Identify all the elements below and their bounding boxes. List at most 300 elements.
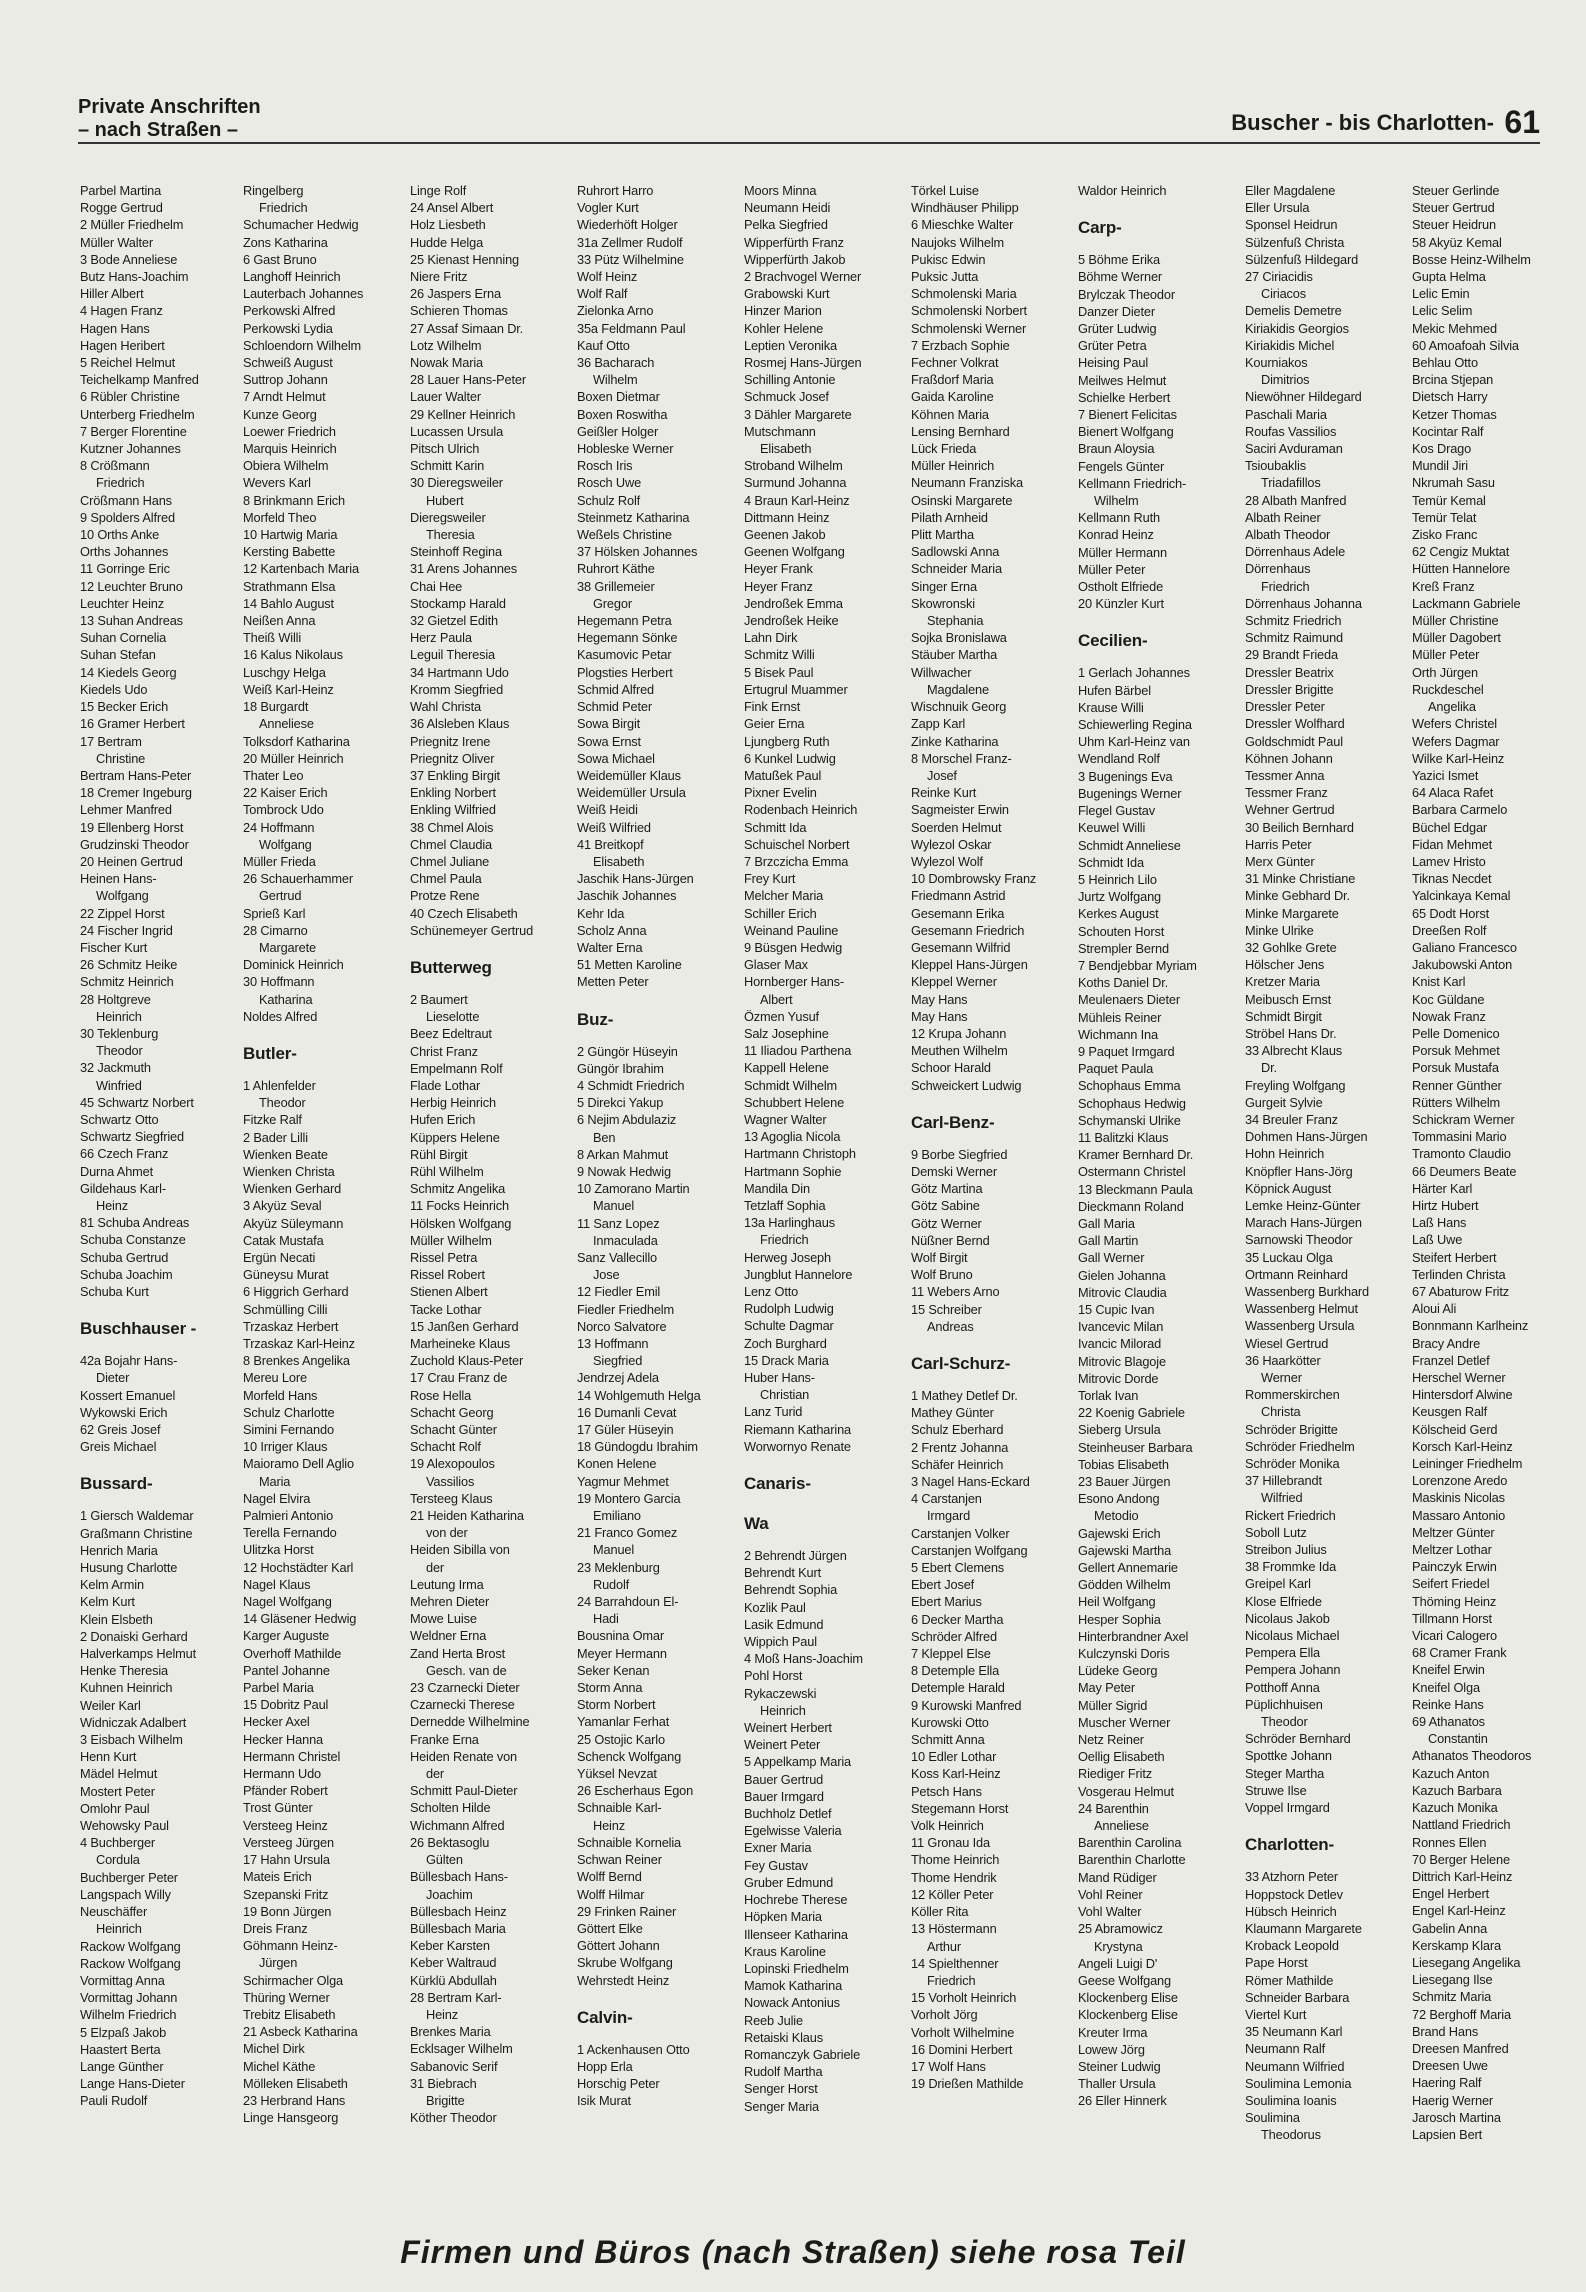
directory-entry: Yazici Ismet — [1412, 767, 1479, 783]
directory-entry: 28 Holtgreve — [80, 991, 151, 1007]
directory-entry: Schmidt Ida — [1078, 854, 1144, 870]
directory-entry: Rodenbach Heinrich — [744, 802, 858, 818]
directory-entry: Steuer Heidrun — [1412, 217, 1496, 233]
directory-entry: 32 Gohlke Grete — [1245, 939, 1337, 955]
directory-entry: Kutzner Johannes — [80, 441, 181, 457]
directory-entry: Rosch Iris — [577, 458, 633, 474]
directory-entry: Tramonto Claudio — [1412, 1146, 1511, 1162]
directory-entry: Mowe Luise — [410, 1611, 477, 1627]
directory-entry: Linge Hansgeorg — [243, 2110, 339, 2126]
directory-entry: 25 Kienast Henning — [410, 251, 519, 267]
directory-entry: Wienken Christa — [243, 1163, 335, 1179]
directory-entry: Kersting Babette — [243, 544, 336, 560]
directory-entry: Storm Anna — [577, 1680, 643, 1696]
directory-entry: Schuischel Norbert — [744, 836, 850, 852]
directory-entry: Ulitzka Horst — [243, 1542, 314, 1558]
directory-entry: Thater Leo — [243, 767, 304, 783]
directory-entry: Henrich Maria — [80, 1542, 158, 1558]
directory-entry: Bonnmann Karlheinz — [1412, 1318, 1529, 1334]
directory-entry: Thome Heinrich — [911, 1852, 1000, 1868]
directory-entry: Hütten Hannelore — [1412, 561, 1510, 577]
directory-entry: Tacke Lothar — [410, 1301, 482, 1317]
directory-entry: Kappell Helene — [744, 1060, 829, 1076]
directory-entry: 66 Deumers Beate — [1412, 1163, 1517, 1179]
directory-entry: Stroband Wilhelm — [744, 458, 843, 474]
directory-entry: 11 Focks Heinrich — [410, 1198, 509, 1214]
directory-entry: Koss Karl-Heinz — [911, 1766, 1001, 1782]
directory-entry: Schubbert Helene — [744, 1094, 845, 1110]
street-heading: Carp- — [1078, 218, 1122, 238]
directory-entry: Schweiß August — [243, 355, 333, 371]
directory-entry: Jaschik Hans-Jürgen — [577, 871, 694, 887]
directory-entry: Herz Paula — [410, 630, 472, 646]
directory-entry: Butz Hans-Joachim — [80, 269, 189, 285]
directory-entry: Steuer Gerlinde — [1412, 183, 1500, 198]
directory-entry: 28 Cimarno — [243, 922, 308, 938]
directory-entry: Thüring Werner — [243, 1989, 330, 2005]
directory-entry: Konrad Heinz — [1078, 527, 1154, 543]
directory-entry: Sülzenfuß Christa — [1245, 234, 1345, 250]
directory-entry: Carstanjen Wolfgang — [911, 1542, 1028, 1558]
header-rule — [78, 142, 1540, 144]
directory-entry: Kiriakidis Georgios — [1245, 320, 1349, 336]
entry-continuation: Irmgard — [927, 1508, 971, 1524]
directory-entry: Kleppel Werner — [911, 974, 997, 990]
entry-continuation: Heinz — [426, 2006, 458, 2022]
directory-entry: Schmid Alfred — [577, 681, 654, 697]
directory-entry: Herbig Heinrich — [410, 1095, 496, 1111]
directory-entry: Leguil Theresia — [410, 647, 496, 663]
directory-entry: Schmidt Birgit — [1245, 1008, 1322, 1024]
directory-entry: 17 Wolf Hans — [911, 2058, 986, 2074]
directory-entry: 15 Drack Maria — [744, 1352, 829, 1368]
directory-entry: May Hans — [911, 991, 968, 1007]
directory-entry: Mereu Lore — [243, 1370, 307, 1386]
directory-entry: Mitrovic Blagoje — [1078, 1353, 1166, 1369]
street-heading: Butler- — [243, 1043, 297, 1063]
directory-entry: Dreeßen Rolf — [1412, 922, 1487, 938]
directory-entry: Kelm Armin — [80, 1577, 144, 1593]
directory-entry: 32 Gietzel Edith — [410, 613, 498, 629]
directory-entry: 3 Bode Anneliese — [80, 251, 178, 267]
directory-entry: Schneider Maria — [911, 561, 1002, 577]
header-title-line2: – nach Straßen – — [78, 119, 239, 141]
directory-entry: Ruhrort Käthe — [577, 561, 655, 577]
directory-entry: Koc Güldane — [1412, 991, 1485, 1007]
directory-entry: 3 Bugenings Eva — [1078, 768, 1173, 784]
directory-entry: Leptien Veronika — [744, 337, 837, 353]
entry-continuation: Dieter — [96, 1370, 130, 1386]
directory-entry: Merx Günter — [1245, 853, 1315, 869]
entry-continuation: Siegfried — [593, 1353, 643, 1369]
directory-entry: Orth Jürgen — [1412, 664, 1478, 680]
directory-entry: 9 Büsgen Hedwig — [744, 939, 843, 955]
entry-continuation: Maria — [259, 1473, 291, 1489]
directory-entry: Rackow Wolfgang — [80, 1938, 181, 1954]
directory-entry: 19 Alexopoulos — [410, 1456, 495, 1472]
directory-entry: Torlak Ivan — [1078, 1388, 1139, 1403]
directory-entry: Lauterbach Johannes — [243, 286, 364, 302]
directory-entry: Palmieri Antonio — [243, 1508, 334, 1524]
directory-entry: Lensing Bernhard — [911, 423, 1010, 439]
directory-entry: 18 Gündogdu Ibrahim — [577, 1439, 698, 1455]
directory-entry: 17 Güler Hüseyin — [577, 1422, 674, 1438]
entry-continuation: Anneliese — [259, 716, 314, 732]
directory-entry: 19 Montero Garcia — [577, 1490, 681, 1506]
directory-entry: 16 Gramer Herbert — [80, 716, 185, 732]
directory-entry: Sponsel Heidrun — [1245, 217, 1338, 233]
directory-entry: Priegnitz Oliver — [410, 750, 495, 766]
entry-continuation: Gülten — [426, 1852, 463, 1868]
directory-entry: May Hans — [911, 1008, 968, 1024]
directory-entry: 21 Heiden Katharina — [410, 1508, 524, 1524]
directory-entry: Herschel Werner — [1412, 1370, 1506, 1386]
directory-entry: Chmel Claudia — [410, 836, 492, 852]
street-heading: Carl-Benz- — [911, 1112, 995, 1132]
entry-continuation: Magdalene — [927, 681, 989, 697]
directory-entry: Sagmeister Erwin — [911, 802, 1009, 818]
directory-entry: Müller Frieda — [243, 853, 316, 869]
entry-continuation: Lieselotte — [426, 1009, 480, 1025]
directory-entry: Lange Günther — [80, 2058, 164, 2074]
directory-entry: Laß Uwe — [1412, 1232, 1463, 1248]
directory-entry: Willwacher — [911, 664, 972, 680]
column-9 — [1412, 182, 1550, 2222]
directory-entry: 12 Leuchter Bruno — [80, 578, 183, 594]
directory-entry: Kneifel Olga — [1412, 1679, 1480, 1695]
directory-entry: Leuchter Heinz — [80, 595, 164, 611]
directory-entry: 11 Sanz Lopez — [577, 1215, 660, 1231]
street-heading: Buschhauser - — [80, 1319, 197, 1339]
directory-entry: 51 Metten Karoline — [577, 957, 682, 973]
directory-entry: 4 Hagen Franz — [80, 303, 163, 319]
directory-entry: Dörrenhaus Adele — [1245, 544, 1346, 560]
directory-entry: Michel Käthe — [243, 2058, 316, 2074]
directory-entry: Bienert Wolfgang — [1078, 424, 1174, 440]
entry-continuation: der — [426, 1559, 445, 1575]
directory-entry: Schulz Eberhard — [911, 1422, 1004, 1438]
directory-entry: Schacht Georg — [410, 1404, 494, 1420]
directory-entry: Heyer Frank — [744, 561, 813, 577]
directory-entry: 5 Böhme Erika — [1078, 252, 1160, 268]
directory-entry: Teichelkamp Manfred — [80, 372, 199, 388]
directory-entry: Windhäuser Philipp — [911, 200, 1019, 216]
directory-entry: Halverkamps Helmut — [80, 1646, 197, 1662]
directory-entry: Grüter Ludwig — [1078, 321, 1157, 337]
directory-entry: Dörrenhaus — [1245, 561, 1311, 577]
directory-entry: Crößmann Hans — [80, 492, 172, 508]
directory-entry: Weinert Herbert — [744, 1720, 832, 1736]
directory-entry: Steiner Ludwig — [1078, 2058, 1161, 2074]
directory-entry: 6 Higgrich Gerhard — [243, 1284, 349, 1300]
directory-entry: 38 Grillemeier — [577, 578, 655, 594]
directory-entry: Ivancic Milorad — [1078, 1336, 1162, 1352]
directory-entry: Mandila Din — [744, 1180, 810, 1196]
directory-entry: Gesemann Friedrich — [911, 922, 1025, 938]
directory-entry: Fechner Volkrat — [911, 355, 999, 371]
directory-entry: 8 Morschel Franz- — [911, 750, 1012, 766]
directory-entry: Lapsien Bert — [1412, 2126, 1483, 2142]
directory-entry: Schmuck Josef — [744, 389, 829, 405]
directory-entry: Pelka Siegfried — [744, 217, 828, 233]
directory-entry: Hegemann Petra — [577, 613, 672, 629]
entry-continuation: Theodorus — [1261, 2127, 1321, 2143]
directory-entry: 29 Frinken Rainer — [577, 1903, 677, 1919]
directory-entry: Schmitt Ida — [744, 819, 807, 835]
directory-entry: 22 Koenig Gabriele — [1078, 1405, 1185, 1421]
directory-entry: Suhan Cornelia — [80, 630, 167, 646]
directory-entry: Netz Reiner — [1078, 1732, 1144, 1748]
directory-entry: Lück Frieda — [911, 441, 977, 457]
directory-entry: Wehner Gertrud — [1245, 802, 1335, 818]
directory-entry: 10 Hartwig Maria — [243, 527, 338, 543]
directory-entry: 33 Pütz Wilhelmine — [577, 251, 684, 267]
directory-entry: Dreesen Uwe — [1412, 2058, 1488, 2074]
directory-entry: 2 Donaiski Gerhard — [80, 1628, 188, 1644]
directory-entry: 13 Höstermann — [911, 1921, 997, 1937]
directory-entry: Neumann Franziska — [911, 475, 1023, 491]
directory-entry: Weidemüller Ursula — [577, 785, 686, 801]
directory-entry: Behrendt Kurt — [744, 1565, 822, 1581]
directory-entry: Pukisc Edwin — [911, 251, 986, 267]
directory-entry: Gaida Karoline — [911, 389, 994, 405]
directory-entry: 68 Cramer Frank — [1412, 1645, 1507, 1661]
directory-entry: Hoppstock Detlev — [1245, 1886, 1343, 1902]
directory-entry: 11 Webers Arno — [911, 1284, 1000, 1300]
directory-entry: Kellmann Ruth — [1078, 510, 1160, 526]
entry-continuation: Krystyna — [1094, 1938, 1143, 1954]
directory-entry: 13 Suhan Andreas — [80, 613, 183, 629]
directory-entry: Nowack Antonius — [744, 1995, 840, 2011]
directory-entry: Weßels Christine — [577, 527, 672, 543]
directory-entry: Meltzer Lothar — [1412, 1542, 1492, 1558]
directory-entry: Hesper Sophia — [1078, 1611, 1161, 1627]
directory-entry: Skrube Wolfgang — [577, 1955, 673, 1971]
entry-continuation: Andreas — [927, 1318, 974, 1334]
directory-entry: Kazuch Barbara — [1412, 1782, 1502, 1798]
directory-entry: Geißler Holger — [577, 423, 659, 439]
directory-entry: Nagel Wolfgang — [243, 1594, 332, 1610]
directory-entry: Dominick Heinrich — [243, 957, 344, 973]
directory-entry: Jarosch Martina — [1412, 2109, 1501, 2125]
entry-continuation: Jürgen — [259, 1955, 298, 1971]
directory-entry: Fidan Mehmet — [1412, 836, 1492, 852]
directory-entry: Brylczak Theodor — [1078, 286, 1175, 302]
directory-entry: Neumann Ralf — [1245, 2041, 1325, 2057]
directory-entry: Pape Horst — [1245, 1955, 1308, 1971]
directory-entry: Akyüz Süleymann — [243, 1215, 344, 1231]
directory-entry: Weiß Heidi — [577, 802, 638, 818]
directory-entry: Wassenberg Ursula — [1245, 1318, 1355, 1334]
directory-entry: Göttert Elke — [577, 1920, 643, 1936]
directory-entry: Rackow Wolfgang — [80, 1955, 181, 1971]
directory-entry: Schuba Joachim — [80, 1266, 173, 1282]
directory-entry: Rykaczewski — [744, 1685, 817, 1701]
entry-continuation: Theodor — [1261, 1714, 1308, 1730]
directory-entry: Tiknas Necdet — [1412, 871, 1492, 887]
street-heading: Cecilien- — [1078, 631, 1148, 651]
directory-entry: Lahn Dirk — [744, 630, 798, 646]
directory-entry: Carstanjen Volker — [911, 1525, 1010, 1541]
directory-entry: Soerden Helmut — [911, 819, 1002, 835]
directory-entry: Müller Heinrich — [911, 458, 995, 474]
directory-entry: 5 Ebert Clemens — [911, 1560, 1005, 1576]
directory-entry: Kuhnen Heinrich — [80, 1680, 173, 1696]
directory-entry: 23 Meklenburg — [577, 1559, 660, 1575]
directory-entry: Gupta Helma — [1412, 269, 1486, 285]
directory-entry: Schacht Günter — [410, 1422, 497, 1438]
directory-entry: 26 Schmitz Heike — [80, 957, 178, 973]
directory-entry: Vosgerau Helmut — [1078, 1783, 1174, 1799]
directory-entry: Neumann Wilfried — [1245, 2058, 1345, 2074]
directory-entry: 15 Vorholt Heinrich — [911, 1990, 1017, 2006]
entry-continuation: Dr. — [1261, 1060, 1277, 1076]
directory-entry: Parbel Maria — [243, 1680, 314, 1696]
directory-entry: Muscher Werner — [1078, 1714, 1171, 1730]
entry-continuation: Gesch. van de — [426, 1662, 507, 1678]
directory-entry: Yamanlar Ferhat — [577, 1714, 670, 1730]
directory-entry: Rudolf Martha — [744, 2064, 823, 2080]
directory-entry: Graßmann Christine — [80, 1525, 193, 1541]
directory-entry: Schmitz Maria — [1412, 1989, 1492, 2005]
directory-entry: Huber Hans- — [744, 1370, 815, 1386]
directory-entry: Zinke Katharina — [911, 733, 999, 749]
entry-continuation: der — [426, 1766, 445, 1782]
directory-entry: Dressler Beatrix — [1245, 664, 1334, 680]
entry-continuation: Constantin — [1428, 1731, 1488, 1747]
entry-continuation: Triadafillos — [1261, 475, 1321, 491]
entry-continuation: Angelika — [1428, 699, 1476, 715]
directory-entry: Hochrebe Therese — [744, 1892, 848, 1908]
entry-continuation: Theresia — [426, 527, 475, 543]
directory-entry: Müller Peter — [1412, 647, 1480, 663]
directory-entry: Gall Werner — [1078, 1250, 1145, 1266]
directory-entry: 81 Schuba Andreas — [80, 1215, 190, 1231]
directory-entry: Franke Erna — [410, 1731, 479, 1747]
directory-entry: Meulenaers Dieter — [1078, 992, 1181, 1008]
directory-entry: Dieckmann Roland — [1078, 1198, 1184, 1214]
directory-entry: Matußek Paul — [744, 767, 822, 783]
directory-entry: Engel Herbert — [1412, 1886, 1490, 1902]
entry-continuation: Heinz — [96, 1197, 128, 1213]
directory-entry: 17 Hahn Ursula — [243, 1852, 330, 1868]
directory-entry: Flade Lothar — [410, 1077, 481, 1093]
directory-entry: Luschgy Helga — [243, 664, 326, 680]
directory-entry: 30 Beilich Bernhard — [1245, 819, 1354, 835]
directory-entry: Wolff Hilmar — [577, 1886, 645, 1902]
directory-entry: Karger Auguste — [243, 1628, 330, 1644]
column-5 — [744, 182, 906, 2222]
directory-entry: 15 Becker Erich — [80, 699, 169, 715]
directory-entry: Strempler Bernd — [1078, 940, 1169, 956]
directory-entry: Thome Hendrik — [911, 1869, 997, 1885]
directory-entry: Püplichhuisen — [1245, 1696, 1323, 1712]
directory-entry: Ruckdeschel — [1412, 681, 1484, 697]
directory-entry: Soulimina Lemonia — [1245, 2075, 1352, 2091]
directory-entry: Keuwel Willi — [1078, 820, 1146, 836]
directory-entry: Maioramo Dell Aglio — [243, 1456, 354, 1472]
directory-entry: Dreesen Manfred — [1412, 2040, 1509, 2056]
directory-entry: Wiederhöft Holger — [577, 217, 678, 233]
directory-entry: Meibusch Ernst — [1245, 991, 1332, 1007]
directory-entry: Mateis Erich — [243, 1869, 312, 1885]
directory-entry: Enkling Norbert — [410, 785, 496, 801]
directory-entry: Plogsties Herbert — [577, 664, 673, 680]
directory-entry: 36 Alsleben Klaus — [410, 716, 510, 732]
directory-entry: Aloui Ali — [1412, 1301, 1457, 1317]
directory-entry: Pohl Horst — [744, 1668, 803, 1684]
directory-entry: Pelle Domenico — [1412, 1025, 1500, 1041]
directory-entry: Noldes Alfred — [243, 1008, 318, 1024]
directory-entry: 18 Burgardt — [243, 699, 309, 715]
entry-continuation: Manuel — [593, 1198, 635, 1214]
directory-entry: Kiedels Udo — [80, 681, 148, 697]
directory-entry: Köpnick August — [1245, 1180, 1332, 1196]
directory-entry: Catak Mustafa — [243, 1232, 324, 1248]
entry-continuation: Katharina — [259, 991, 313, 1007]
directory-entry: Langhoff Heinrich — [243, 269, 341, 285]
directory-entry: 14 Spielthenner — [911, 1955, 999, 1971]
directory-entry: Seifert Friedel — [1412, 1576, 1490, 1592]
directory-entry: Gurgeit Sylvie — [1245, 1094, 1323, 1110]
directory-entry: Senger Horst — [744, 2081, 818, 2097]
directory-entry: Tessmer Anna — [1245, 767, 1325, 783]
directory-entry: Hudde Helga — [410, 234, 484, 250]
directory-entry: 26 Eller Hinnerk — [1078, 2093, 1167, 2109]
directory-entry: Schröder Bernhard — [1245, 1731, 1351, 1747]
directory-entry: Geese Wolfgang — [1078, 1972, 1171, 1988]
entry-continuation: Friedrich — [760, 1232, 809, 1248]
directory-entry: Exner Maria — [744, 1840, 812, 1856]
directory-entry: Schophaus Hedwig — [1078, 1095, 1186, 1111]
directory-entry: Minke Margarete — [1245, 905, 1339, 921]
directory-entry: Köhnen Maria — [911, 406, 989, 422]
directory-entry: Schmitz Raimund — [1245, 630, 1344, 646]
directory-entry: 62 Greis Josef — [80, 1422, 161, 1438]
directory-entry: 41 Breitkopf — [577, 836, 644, 852]
directory-entry: 6 Rübler Christine — [80, 389, 180, 405]
directory-entry: Dressler Wolfhard — [1245, 716, 1345, 732]
directory-entry: Sowa Michael — [577, 750, 655, 766]
entry-continuation: Wilfried — [1261, 1490, 1303, 1506]
street-heading: Canaris- — [744, 1474, 811, 1494]
footer-note: Firmen und Büros (nach Straßen) siehe rosa Teil — [400, 2234, 1186, 2270]
directory-entry: 23 Bauer Jürgen — [1078, 1474, 1171, 1490]
directory-entry: Schröder Brigitte — [1245, 1421, 1338, 1437]
directory-entry: Jendroßek Heike — [744, 613, 839, 629]
entry-continuation: Friedrich — [259, 200, 308, 216]
directory-entry: 30 Hoffmann — [243, 974, 315, 990]
directory-entry: Harris Peter — [1245, 836, 1312, 852]
entry-continuation: Wilhelm — [1094, 493, 1139, 509]
directory-entry: 11 Iliadou Parthena — [744, 1043, 852, 1059]
directory-entry: Spottke Johann — [1245, 1748, 1332, 1764]
directory-entry: 10 Edler Lothar — [911, 1749, 997, 1765]
directory-entry: Haastert Berta — [80, 2041, 161, 2057]
entry-continuation: Jose — [593, 1267, 620, 1283]
directory-entry: Marheineke Klaus — [410, 1336, 511, 1351]
directory-entry: Terlinden Christa — [1412, 1266, 1506, 1282]
directory-entry: Steuer Gertrud — [1412, 200, 1495, 216]
directory-entry: 6 Nejim Abdulaziz — [577, 1112, 677, 1128]
directory-entry: 17 Crau Franz de — [410, 1370, 508, 1386]
directory-entry: Ergün Necati — [243, 1249, 316, 1265]
directory-entry: 17 Bertram — [80, 733, 142, 749]
directory-entry: Esono Andong — [1078, 1491, 1160, 1507]
directory-entry: Ortmann Reinhard — [1245, 1266, 1348, 1282]
directory-entry: Schnaible Kornelia — [577, 1834, 682, 1850]
directory-entry: Hobleske Werner — [577, 441, 674, 457]
